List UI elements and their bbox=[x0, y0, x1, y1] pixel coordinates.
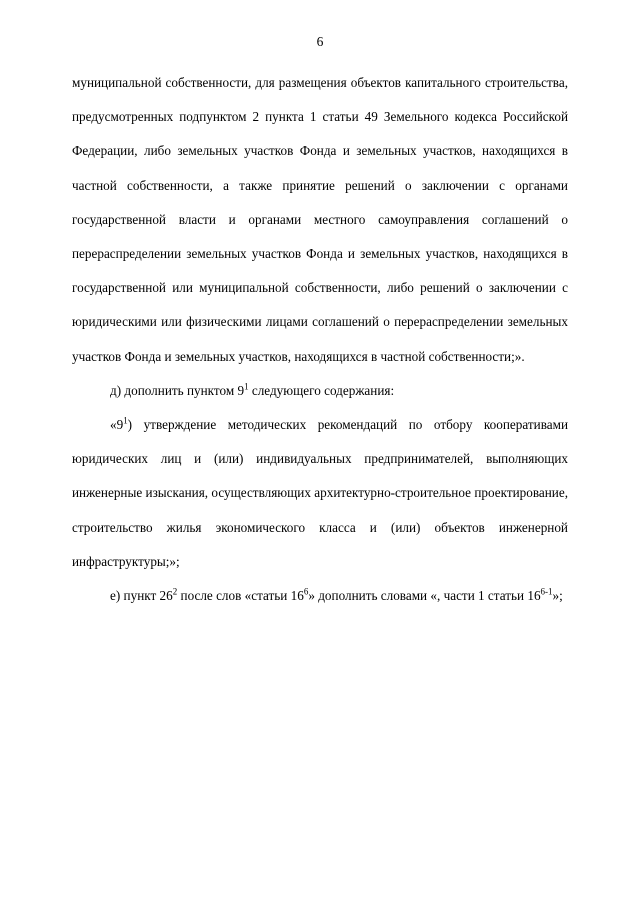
paragraph-4-text-4: »; bbox=[552, 588, 563, 604]
paragraph-2-superscript-1: 1 bbox=[244, 381, 249, 392]
paragraph-4-superscript-3: 6-1 bbox=[540, 586, 553, 597]
paragraph-4 bbox=[72, 579, 568, 613]
paragraph-4-text-2: после слов «статьи 16 bbox=[177, 588, 304, 604]
paragraph-1: муниципальной собственности, для размещения объектов капитального строительства, предусмотренных подпунктом 2 пункта 1 статьи 49 Земельного кодекса Российской Федерации, либо земельных участков Фонда и земельных участков, находящихся в частной собственности, а также принятие решений о заключении с органами государственной власти и органами местного самоуправления соглашений о перераспределении земельных участков Фонда и земельных участков, находящихся в государственной или муниципальной собственности, либо решений о заключении с юридическими или физическими лицами соглашений о перераспределении земельных участков Фонда и земельных участков, находящихся в частной собственности;». bbox=[72, 75, 568, 364]
paragraph-3-superscript-1: 1 bbox=[123, 415, 128, 426]
paragraph-3-text-2: ) утверждение методических рекомендаций по отбору кооперативами юридических лиц и (или) индивидуальных предпринимателей, выполняющих инженерные изыскания, осуществляющих архитектурно-строительное проектирование, строительство жилья экономического класса и (или) объектов инженерной инфраструктуры;»; bbox=[72, 417, 568, 569]
paragraph-2 bbox=[72, 374, 568, 408]
paragraph-2-text-2: следующего содержания: bbox=[248, 382, 395, 398]
paragraph-4-superscript-1: 2 bbox=[172, 586, 178, 597]
paragraph-4-superscript-2: 6 bbox=[303, 586, 309, 597]
paragraph-4-text-1: е) пункт 26 bbox=[110, 588, 173, 604]
paragraph-3 bbox=[72, 408, 568, 579]
paragraph-4-text-3: » дополнить словами «, части 1 статьи 16 bbox=[308, 588, 541, 604]
paragraph-3-text-1: «9 bbox=[110, 417, 124, 433]
paragraph-2-text-1: д) дополнить пунктом 9 bbox=[110, 382, 245, 398]
document-body bbox=[72, 66, 568, 613]
page-number: 6 bbox=[316, 34, 324, 49]
